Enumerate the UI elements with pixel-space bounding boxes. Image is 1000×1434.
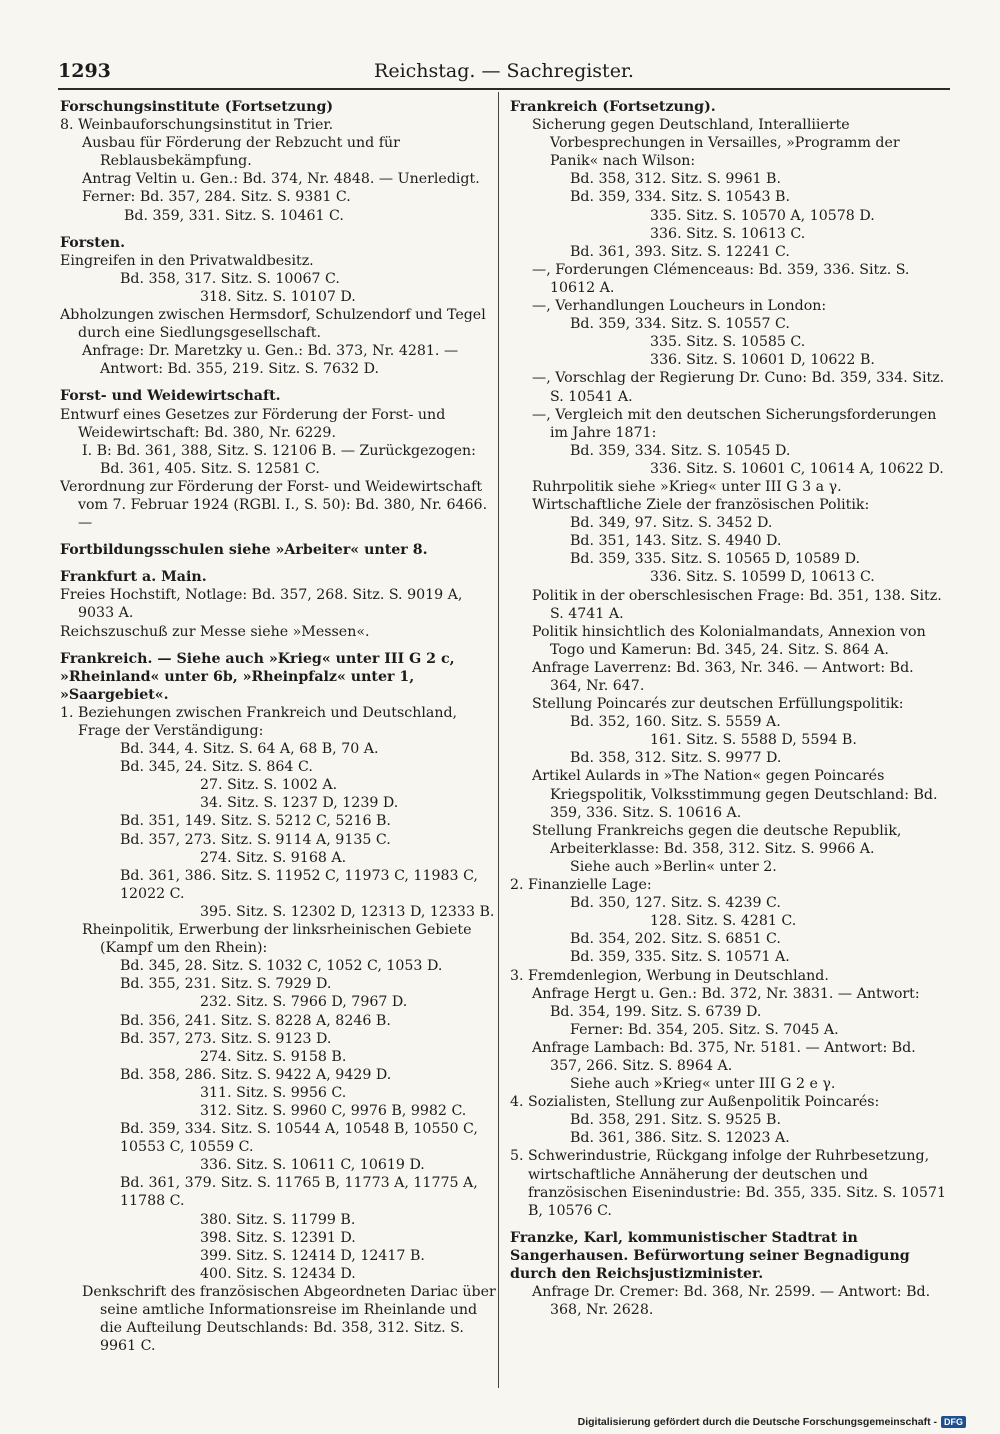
index-entry: Bd. 359, 334. Sitz. S. 10543 B. [570, 189, 790, 206]
index-entry: Bd. 356, 241. Sitz. S. 8228 A, 8246 B. [120, 1012, 391, 1029]
index-heading: Forsten. [60, 234, 126, 251]
index-entry: Ruhrpolitik siehe »Krieg« unter III G 3 a γ. [532, 478, 842, 495]
index-entry: —, Verhandlungen Loucheurs in London: [532, 298, 827, 315]
index-entry: 8. Weinbauforschungsinstitut in Trier. [60, 117, 334, 134]
index-entry: Rheinpolitik, Erwerbung der linksrheinischen Gebiete (Kampf um den Rhein): [82, 922, 472, 957]
index-entry: Anfrage Laverrenz: Bd. 363, Nr. 346. — Antwort: Bd. 364, Nr. 647. [532, 659, 914, 694]
index-entry: Reichszuschuß zur Messe siehe »Messen«. [60, 623, 370, 640]
index-entry: Bd. 359, 334. Sitz. S. 10557 C. [570, 316, 790, 333]
index-entry: 400. Sitz. S. 12434 D. [200, 1265, 356, 1282]
index-entry: Bd. 354, 202. Sitz. S. 6851 C. [570, 931, 781, 948]
footer-credit: Digitalisierung gefördert durch die Deutsche Forschungsgemeinschaft - [577, 1416, 937, 1428]
index-heading: Frankreich. — Siehe auch »Krieg« unter III G 2 c, »Rheinland« unter 6b, »Rheinpfalz« unter 1, »Saargebiet«. [60, 650, 455, 703]
index-entry: Bd. 359, 334. Sitz. S. 10544 A, 10548 B, 10550 C, 10553 C, 10559 C. [120, 1121, 478, 1156]
index-entry: 3. Fremdenlegion, Werbung in Deutschland. [510, 967, 829, 984]
index-entry: 34. Sitz. S. 1237 D, 1239 D. [200, 795, 399, 812]
index-entry: Anfrage: Dr. Maretzky u. Gen.: Bd. 373, Nr. 4281. — Antwort: Bd. 355, 219. Sitz. S. 7632 D. [82, 343, 459, 378]
index-entry: Entwurf eines Gesetzes zur Förderung der Forst- und Weidewirtschaft: Bd. 380, Nr. 6229. [60, 406, 446, 441]
index-entry: 336. Sitz. S. 10601 C, 10614 A, 10622 D. [650, 460, 944, 477]
index-entry: Siehe auch »Berlin« unter 2. [570, 858, 777, 875]
index-entry: Bd. 359, 335. Sitz. S. 10565 D, 10589 D. [570, 551, 860, 568]
index-entry: 128. Sitz. S. 4281 C. [650, 913, 797, 930]
footer [578, 1416, 966, 1428]
index-entry: Bd. 361, 379. Sitz. S. 11765 B, 11773 A, 11775 A, 11788 C. [120, 1175, 478, 1210]
index-entry: Bd. 352, 160. Sitz. S. 5559 A. [570, 714, 781, 731]
index-entry: Freies Hochstift, Notlage: Bd. 357, 268. Sitz. S. 9019 A, 9033 A. [60, 587, 463, 622]
index-entry: Bd. 358, 291. Sitz. S. 9525 B. [570, 1112, 781, 1129]
index-heading: Frankfurt a. Main. [60, 569, 207, 586]
index-entry: Bd. 355, 231. Sitz. S. 7929 D. [120, 976, 332, 993]
index-entry: 274. Sitz. S. 9158 B. [200, 1048, 347, 1065]
index-entry: Verordnung zur Förderung der Forst- und Weidewirtschaft vom 7. Februar 1924 (RGBl. I., S. 50): Bd. 380, Nr. 6466. — [60, 478, 488, 532]
index-heading: Forst- und Weidewirtschaft. [60, 388, 281, 405]
index-entry: 5. Schwerindustrie, Rückgang infolge der Ruhrbesetzung, wirtschaftliche Annäherung der deutschen und französischen Eisenindustrie: Bd. 355, 335. Sitz. S. 10571 B, 10576 C. [510, 1148, 947, 1219]
index-entry: 395. Sitz. S. 12302 D, 12313 D, 12333 B. [200, 903, 495, 920]
right-column [510, 98, 948, 1388]
index-entry: —, Forderungen Clémenceaus: Bd. 359, 336. Sitz. S. 10612 A. [532, 261, 910, 296]
page-title: Reichstag. — Sachregister. [374, 60, 634, 82]
index-entry: 2. Finanzielle Lage: [510, 877, 652, 894]
index-entry: Bd. 358, 286. Sitz. S. 9422 A, 9429 D. [120, 1066, 392, 1083]
index-entry: Bd. 345, 28. Sitz. S. 1032 C, 1052 C, 1053 D. [120, 958, 443, 975]
index-heading: Frankreich (Fortsetzung). [510, 99, 716, 115]
index-entry: 335. Sitz. S. 10585 C. [650, 334, 806, 351]
index-entry: Bd. 359, 334. Sitz. S. 10545 D. [570, 442, 791, 459]
page-header [58, 54, 950, 90]
index-entry: 336. Sitz. S. 10599 D, 10613 C. [650, 569, 875, 586]
index-entry: Bd. 358, 312. Sitz. S. 9977 D. [570, 750, 782, 767]
index-entry: Bd. 361, 386. Sitz. S. 11952 C, 11973 C, 11983 C, 12022 C. [120, 867, 478, 902]
index-entry: 336. Sitz. S. 10611 C, 10619 D. [200, 1157, 425, 1174]
left-column [60, 98, 496, 1388]
page-number: 1293 [58, 60, 111, 82]
index-entry: Bd. 351, 149. Sitz. S. 5212 C, 5216 B. [120, 813, 391, 830]
index-entry: Anfrage Lambach: Bd. 375, Nr. 5181. — Antwort: Bd. 357, 266. Sitz. S. 8964 A. [532, 1039, 916, 1074]
index-entry: Politik hinsichtlich des Kolonialmandats, Annexion von Togo und Kamerun: Bd. 345, 24. Sitz. S. 864 A. [532, 623, 926, 658]
index-entry: Abholzungen zwischen Hermsdorf, Schulzendorf und Tegel durch eine Siedlungsgesellschaft. [60, 307, 486, 342]
index-entry: Antrag Veltin u. Gen.: Bd. 374, Nr. 4848. — Unerledigt. [82, 171, 480, 188]
index-entry: Bd. 358, 317. Sitz. S. 10067 C. [120, 270, 340, 287]
index-entry: Sicherung gegen Deutschland, Interalliierte Vorbesprechungen in Versailles, »Programm der Panik« nach Wilson: [532, 117, 900, 170]
index-entry: —, Vorschlag der Regierung Dr. Cuno: Bd. 359, 334. Sitz. S. 10541 A. [532, 370, 945, 405]
index-entry: 336. Sitz. S. 10613 C. [650, 225, 806, 242]
index-entry: Bd. 349, 97. Sitz. S. 3452 D. [570, 515, 773, 532]
index-entry: 335. Sitz. S. 10570 A, 10578 D. [650, 207, 875, 224]
index-entry: Siehe auch »Krieg« unter III G 2 e γ. [570, 1076, 836, 1093]
index-entry: 232. Sitz. S. 7966 D, 7967 D. [200, 994, 408, 1011]
index-entry: Denkschrift des französischen Abgeordneten Dariac über seine amtliche Informationsreise im Rheinlande und die Aufteilung Deutschlands: Bd. 358, 312. Sitz. S. 9961 C. [82, 1283, 496, 1355]
index-entry: Anfrage Dr. Cremer: Bd. 368, Nr. 2599. — Antwort: Bd. 368, Nr. 2628. [532, 1284, 931, 1319]
index-entry: I. B: Bd. 361, 388, Sitz. S. 12106 B. — Zurückgezogen: Bd. 361, 405. Sitz. S. 12581 C. [82, 442, 476, 477]
index-entry: Bd. 357, 273. Sitz. S. 9123 D. [120, 1030, 332, 1047]
index-entry: Bd. 351, 143. Sitz. S. 4940 D. [570, 533, 782, 550]
dfg-logo: DFG [941, 1416, 966, 1428]
index-entry: 398. Sitz. S. 12391 D. [200, 1229, 356, 1246]
index-entry: Ferner: Bd. 354, 205. Sitz. S. 7045 A. [570, 1021, 839, 1038]
index-entry: 380. Sitz. S. 11799 B. [200, 1211, 356, 1228]
index-entry: 312. Sitz. S. 9960 C, 9976 B, 9982 C. [200, 1102, 467, 1119]
index-entry: 161. Sitz. S. 5588 D, 5594 B. [650, 732, 857, 749]
index-entry: Bd. 345, 24. Sitz. S. 864 C. [120, 759, 313, 776]
index-entry: —, Vergleich mit den deutschen Sicherungsforderungen im Jahre 1871: [532, 406, 937, 441]
index-entry: Bd. 358, 312. Sitz. S. 9961 B. [570, 171, 781, 188]
index-entry: Bd. 359, 331. Sitz. S. 10461 C. [124, 207, 344, 224]
index-entry: 318. Sitz. S. 10107 D. [200, 288, 356, 305]
index-entry: 274. Sitz. S. 9168 A. [200, 849, 347, 866]
index-heading: Forschungsinstitute (Fortsetzung) [60, 99, 334, 115]
index-entry: Eingreifen in den Privatwaldbesitz. [60, 252, 314, 269]
index-entry: Bd. 361, 386. Sitz. S. 12023 A. [570, 1130, 790, 1147]
index-entry: Artikel Aulards in »The Nation« gegen Poincarés Kriegspolitik, Volksstimmung gegen Deutschland: Bd. 359, 336. Sitz. S. 10616 A. [532, 768, 938, 821]
index-entry: Wirtschaftliche Ziele der französischen Politik: [532, 497, 870, 514]
index-entry: Bd. 361, 393. Sitz. S. 12241 C. [570, 243, 790, 260]
index-entry: 311. Sitz. S. 9956 C. [200, 1084, 347, 1101]
index-heading: Fortbildungsschulen siehe »Arbeiter« unter 8. [60, 542, 428, 559]
index-entry: Anfrage Hergt u. Gen.: Bd. 372, Nr. 3831. — Antwort: Bd. 354, 199. Sitz. S. 6739 D. [532, 985, 920, 1020]
index-entry: Stellung Frankreichs gegen die deutsche Republik, Arbeiterklasse: Bd. 358, 312. Sitz. S. 9966 A. [532, 822, 902, 857]
index-entry: Ferner: Bd. 357, 284. Sitz. S. 9381 C. [82, 189, 351, 206]
index-entry: Politik in der oberschlesischen Frage: Bd. 351, 138. Sitz. S. 4741 A. [532, 587, 942, 622]
index-entry: Bd. 344, 4. Sitz. S. 64 A, 68 B, 70 A. [120, 741, 379, 758]
index-heading: Franzke, Karl, kommunistischer Stadtrat in Sangerhausen. Befürwortung seiner Begnadigung durch den Reichsjustizminister. [510, 1229, 910, 1282]
index-entry: Ausbau für Förderung der Rebzucht und für Reblausbekämpfung. [82, 135, 400, 170]
index-entry: Bd. 359, 335. Sitz. S. 10571 A. [570, 949, 790, 966]
index-entry: 27. Sitz. S. 1002 A. [200, 777, 338, 794]
index-entry: 336. Sitz. S. 10601 D, 10622 B. [650, 352, 875, 369]
index-entry: Bd. 350, 127. Sitz. S. 4239 C. [570, 895, 781, 912]
index-entry: 399. Sitz. S. 12414 D, 12417 B. [200, 1247, 425, 1264]
index-entry: Stellung Poincarés zur deutschen Erfüllungspolitik: [532, 696, 904, 713]
column-divider [498, 92, 499, 1388]
index-entry: Bd. 357, 273. Sitz. S. 9114 A, 9135 C. [120, 831, 391, 848]
index-entry: 1. Beziehungen zwischen Frankreich und Deutschland, Frage der Verständigung: [60, 704, 458, 739]
index-entry: 4. Sozialisten, Stellung zur Außenpolitik Poincarés: [510, 1094, 880, 1111]
